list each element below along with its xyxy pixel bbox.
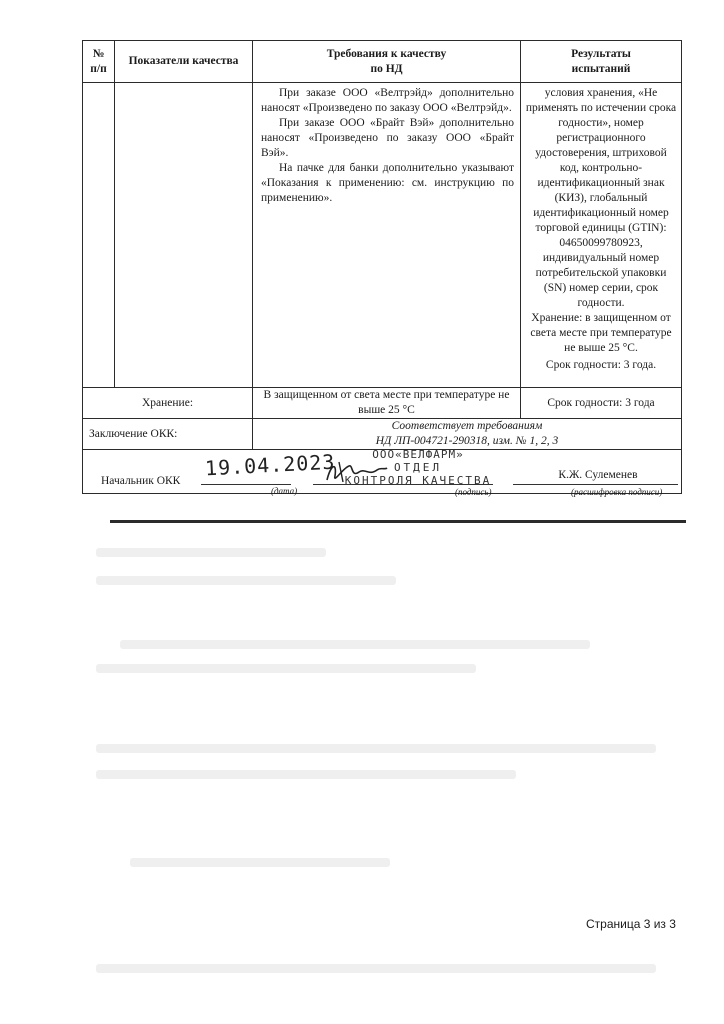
requirement-paragraph: При заказе ООО «Велтрэйд» дополнительно наносят «Произведено по заказу ООО «Велтрэйд». <box>261 87 514 114</box>
cell-num <box>83 83 115 388</box>
signature-caption: (подпись) <box>455 487 492 497</box>
signature-cell <box>83 448 682 497</box>
stamp-line-3: КОНТРОЛЯ КАЧЕСТВА <box>344 474 492 487</box>
storage-row <box>83 388 682 419</box>
date-caption: (дата) <box>271 486 298 496</box>
header-results: Результаты испытаний <box>521 41 682 83</box>
conclusion-line-1: Соответствует требованиям <box>391 420 543 432</box>
cell-indicator <box>115 83 253 388</box>
stamp-line-2: ОТДЕЛ <box>393 461 443 474</box>
name-caption: (расшифровка подписи) <box>571 487 663 497</box>
header-indicators: Показатели качества <box>115 41 253 83</box>
conclusion-line-2: НД ЛП-004721-290318, изм. № 1, 2, 3 <box>375 435 559 447</box>
page-number: Страница 3 из 3 <box>586 917 676 931</box>
cell-results <box>521 83 682 388</box>
header-num: № п/п <box>83 41 115 83</box>
signer-role: Начальник ОКК <box>101 475 181 487</box>
handwritten-date: 19.04.2023 <box>204 449 336 481</box>
conclusion-row <box>83 419 682 450</box>
conclusion-label: Заключение ОКК: <box>83 419 253 450</box>
signer-name: К.Ж. Сулеменев <box>558 469 638 481</box>
header-requirements: Требования к качеству по НД <box>253 41 521 83</box>
table-row <box>83 83 682 388</box>
result-line: Хранение: в защищенном от света месте при температуре не выше 25 °C. <box>530 312 672 354</box>
storage-label: Хранение: <box>83 388 253 419</box>
requirement-paragraph: На пачке для банки дополнительно указывают «Показания к применению: см. инструкцию по применению». <box>261 162 514 204</box>
conclusion-value <box>253 419 682 450</box>
table-header-row <box>83 41 682 83</box>
stamp-line-1: ООО«ВЕЛФАРМ» <box>372 448 464 461</box>
company-stamp <box>333 448 503 487</box>
result-line: Срок годности: 3 года. <box>545 359 657 371</box>
requirement-paragraph: При заказе ООО «Брайт Вэй» дополнительно наносят «Произведено по заказу ООО «Брайт Вэй». <box>261 117 514 159</box>
quality-table <box>82 40 682 497</box>
cell-requirements <box>253 83 521 388</box>
horizontal-rule <box>110 520 686 523</box>
result-line: условия хранения, «Не применять по истечении срока годности», номер регистрационного удостоверения, штриховой код, контрольно-идентификационный знак (КИЗ), глобальный идентификационный номер торговой единицы (GTIN): 04650099780923, индивидуальный номер потребительской упаковки (SN) номер серии, срок годности. <box>525 87 677 309</box>
storage-result: Срок годности: 3 года <box>521 388 682 419</box>
signature-row <box>83 450 682 494</box>
storage-requirement: В защищенном от света месте при температуре не выше 25 °C <box>253 388 521 419</box>
